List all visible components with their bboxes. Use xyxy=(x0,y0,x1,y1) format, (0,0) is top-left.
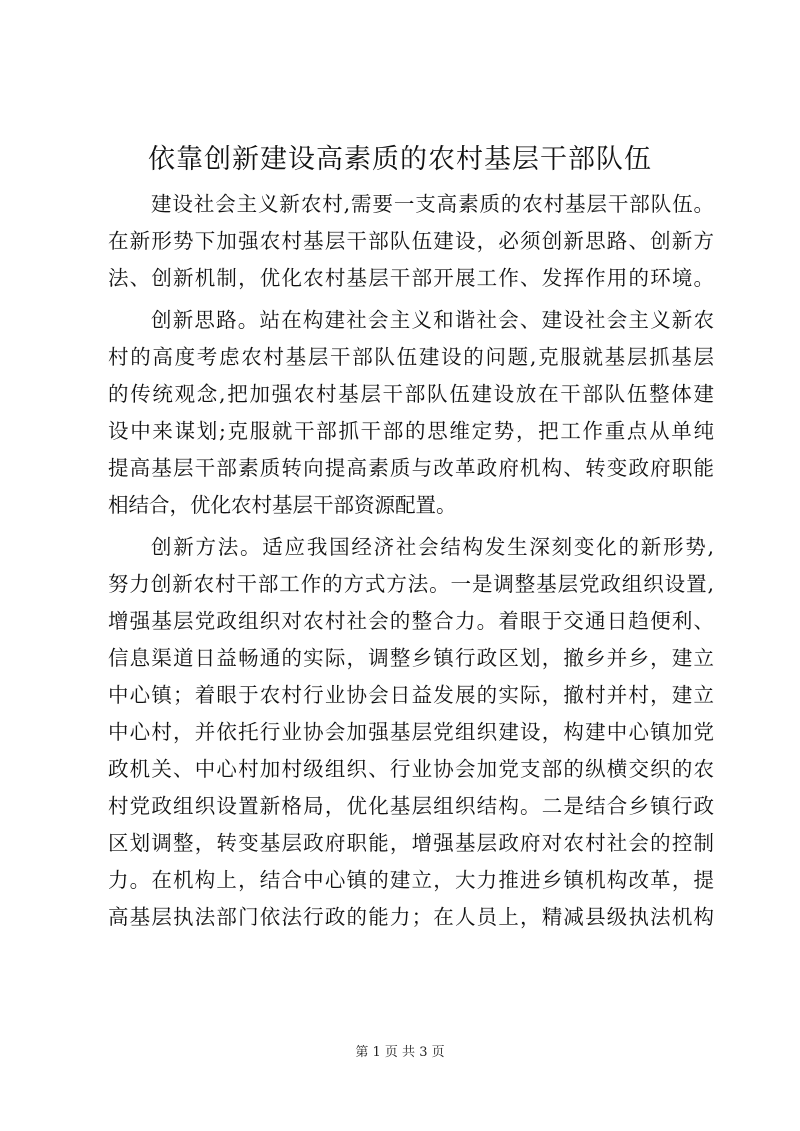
paragraph xyxy=(108,529,714,936)
text-line: 创新方法。适应我国经济社会结构发生深刻变化的新形势, xyxy=(151,535,714,559)
text-line: 村党政组织设置新格局，优化基层组织结构。二是结合乡镇行政 xyxy=(108,794,714,818)
text-line: 创新思路。站在构建社会主义和谐社会、建设社会主义新农 xyxy=(151,308,714,332)
text-line: 设中来谋划;克服就干部抓干部的思维定势，把工作重点从单纯 xyxy=(108,419,714,443)
text-line: 在新形势下加强农村基层干部队伍建设，必须创新思路、创新方 xyxy=(108,229,714,253)
document-body xyxy=(108,186,714,936)
text-line: 区划调整，转变基层政府职能，增强基层政府对农村社会的控制 xyxy=(108,831,714,855)
page-number-footer: 第 1 页 共 3 页 xyxy=(355,1045,445,1060)
text-line: 力。在机构上，结合中心镇的建立，大力推进乡镇机构改革，提 xyxy=(108,868,714,892)
text-line: 建设社会主义新农村,需要一支高素质的农村基层干部队伍。 xyxy=(151,192,714,216)
text-line: 中心村，并依托行业协会加强基层党组织建设，构建中心镇加党 xyxy=(108,720,714,744)
text-line: 信息渠道日益畅通的实际，调整乡镇行政区划，撤乡并乡，建立 xyxy=(108,646,714,670)
text-line: 努力创新农村干部工作的方式方法。一是调整基层党政组织设置, xyxy=(108,572,714,596)
paragraph xyxy=(108,302,714,524)
paragraph xyxy=(108,186,714,297)
text-line: 政机关、中心村加村级组织、行业协会加党支部的纵横交织的农 xyxy=(108,757,714,781)
text-line: 提高基层干部素质转向提高素质与改革政府机构、转变政府职能 xyxy=(108,456,714,480)
text-line: 高基层执法部门依法行政的能力；在人员上，精减县级执法机构 xyxy=(108,905,714,929)
text-line: 增强基层党政组织对农村社会的整合力。着眼于交通日趋便利、 xyxy=(108,609,714,633)
text-line: 相结合，优化农村基层干部资源配置。 xyxy=(108,493,457,517)
text-line: 的传统观念,把加强农村基层干部队伍建设放在干部队伍整体建 xyxy=(108,382,714,406)
document-title: 依靠创新建设高素质的农村基层干部队伍 xyxy=(148,144,652,175)
text-line: 法、创新机制，优化农村基层干部开展工作、发挥作用的环境。 xyxy=(108,266,714,290)
text-line: 中心镇；着眼于农村行业协会日益发展的实际，撤村并村，建立 xyxy=(108,683,714,707)
text-line: 村的高度考虑农村基层干部队伍建设的问题,克服就基层抓基层 xyxy=(108,345,714,369)
